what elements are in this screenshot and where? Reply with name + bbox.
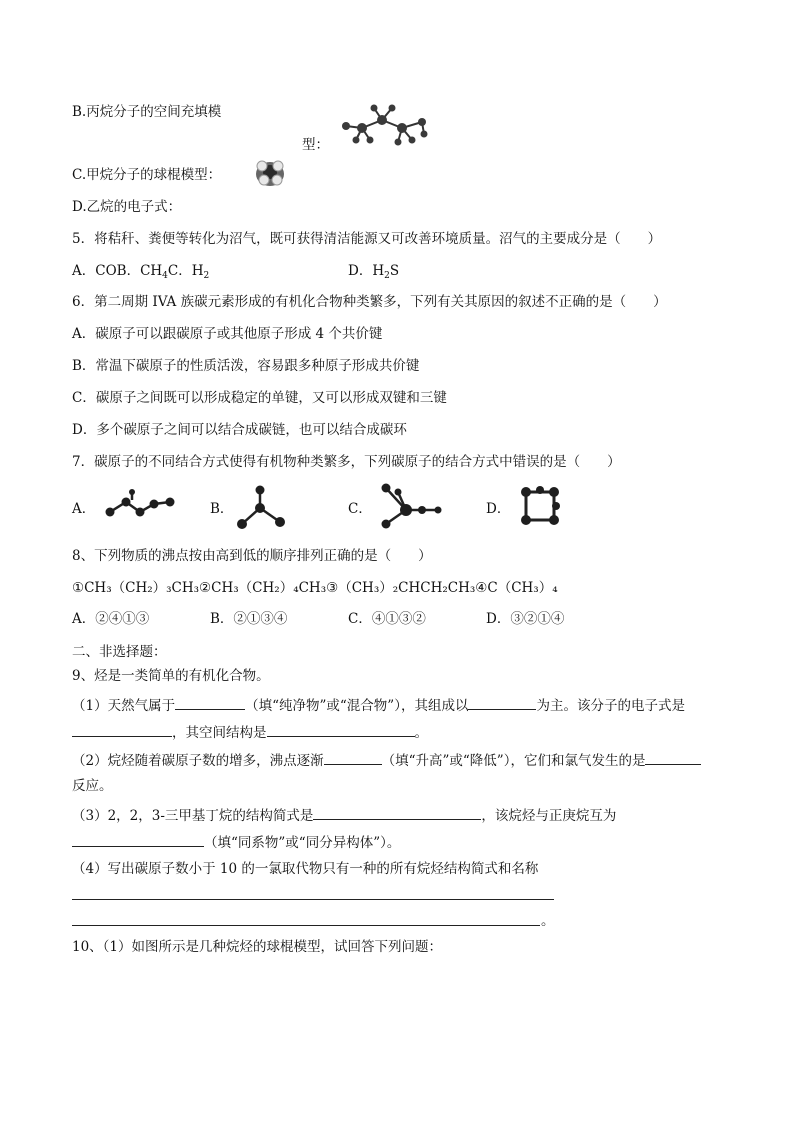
q9-part4-end: 。 bbox=[541, 913, 555, 929]
q7-option-a-label: A． bbox=[72, 501, 96, 517]
q9-stem: 9、烃是一类简单的有机化合物。 bbox=[72, 668, 270, 684]
q9-part1-line1: （1）天然气属于 （填“纯净物”或“混合物”），其组成以 为主。该分子的电子式是 bbox=[72, 695, 685, 715]
q9-part3-line2: （填“同系物”或“同分异构体”）。 bbox=[72, 832, 400, 852]
q9-blank-1[interactable] bbox=[175, 695, 245, 710]
methane-ball-stick-model-image bbox=[250, 154, 290, 190]
q8-option-b: B．②①③④ bbox=[210, 611, 288, 627]
q10-stem: 10、（1）如图所示是几种烷烃的球棍模型，试回答下列问题： bbox=[72, 939, 443, 955]
section-heading: 二、非选择题： bbox=[72, 644, 167, 660]
q6-option-a: A．碳原子可以跟碳原子或其他原子形成 4 个共价键 bbox=[72, 326, 383, 342]
q6-stem: 6．第二周期 IVA 族碳元素形成的有机化合物种类繁多，下列有关其原因的叙述不正确的是（ ） bbox=[72, 294, 667, 310]
q9-part2-line2: 反应。 bbox=[72, 778, 113, 794]
q7-stem: 7．碳原子的不同结合方式使得有机物种类繁多，下列碳原子的结合方式中错误的是（ ） bbox=[72, 454, 621, 470]
q7-option-d-ring-image bbox=[516, 484, 566, 532]
q4-option-b-tail: 型： bbox=[302, 137, 329, 153]
q9-part1-line2: ，其空间结构是 。 bbox=[72, 722, 428, 742]
q9-blank-7[interactable] bbox=[313, 805, 481, 820]
q9-part4-stem: （4）写出碳原子数小于 10 的一氯取代物只有一种的所有烷烃结构简式和名称 bbox=[72, 861, 539, 877]
q9-answer-rule-1[interactable] bbox=[72, 898, 554, 900]
q7-option-c-label: C． bbox=[348, 501, 372, 517]
q9-answer-rule-2[interactable] bbox=[72, 924, 540, 926]
propane-space-filling-model-image bbox=[334, 100, 430, 152]
q5-option-d: D．$H_2S$ bbox=[348, 263, 400, 281]
q6-option-b: B．常温下碳原子的性质活泼，容易跟多种原子形成共价键 bbox=[72, 358, 420, 374]
q9-blank-4[interactable] bbox=[267, 722, 415, 737]
q4-option-b: B.丙烷分子的空间充填模 bbox=[72, 104, 222, 120]
q5-stem: 5．将秸秆、粪便等转化为沼气，既可获得清洁能源又可改善环境质量。沼气的主要成分是（ ） bbox=[72, 231, 662, 247]
q9-blank-5[interactable] bbox=[324, 750, 382, 765]
q4-option-d: D.乙烷的电子式： bbox=[72, 199, 182, 215]
q8-stem: 8、下列物质的沸点按由高到低的顺序排列正确的是（ ） bbox=[72, 548, 432, 564]
q5-option-abc: A．COB．$CH_4C$．$H_2$ bbox=[72, 263, 210, 281]
q8-option-c: C．④①③② bbox=[348, 611, 426, 627]
q9-blank-2[interactable] bbox=[468, 695, 536, 710]
q9-part3-line1: （3）2，2，3-三甲基丁烷的结构简式是 ，该烷烃与正庚烷互为 bbox=[72, 805, 616, 825]
q9-blank-6[interactable] bbox=[645, 750, 701, 765]
q8-option-a: A．②④①③ bbox=[72, 611, 150, 627]
q9-blank-8[interactable] bbox=[72, 832, 204, 847]
q8-compounds: ①CH₃（CH₂）₃CH₃②CH₃（CH₂）₄CH₃③（CH₃）₂CHCH₂CH₃④C（CH₃）₄ bbox=[72, 580, 558, 596]
q6-option-c: C．碳原子之间既可以形成稳定的单键，又可以形成双键和三键 bbox=[72, 390, 447, 406]
q9-blank-3[interactable] bbox=[72, 722, 172, 737]
q9-part2-line1: （2）烷烃随着碳原子数的增多，沸点逐渐 （填“升高”或“降低”），它们和氯气发生的是 bbox=[72, 750, 701, 770]
q4-option-c: C.甲烷分子的球棍模型： bbox=[72, 167, 222, 183]
q8-option-d: D．③②①④ bbox=[486, 611, 565, 627]
q7-option-c-crowded-image bbox=[372, 480, 448, 532]
q7-option-a-chain-image bbox=[104, 488, 176, 522]
q7-option-d-label: D． bbox=[486, 501, 511, 517]
q6-option-d: D．多个碳原子之间可以结合成碳链，也可以结合成碳环 bbox=[72, 422, 407, 438]
q7-option-b-label: B． bbox=[210, 501, 234, 517]
q7-option-b-branched-image bbox=[232, 484, 292, 532]
